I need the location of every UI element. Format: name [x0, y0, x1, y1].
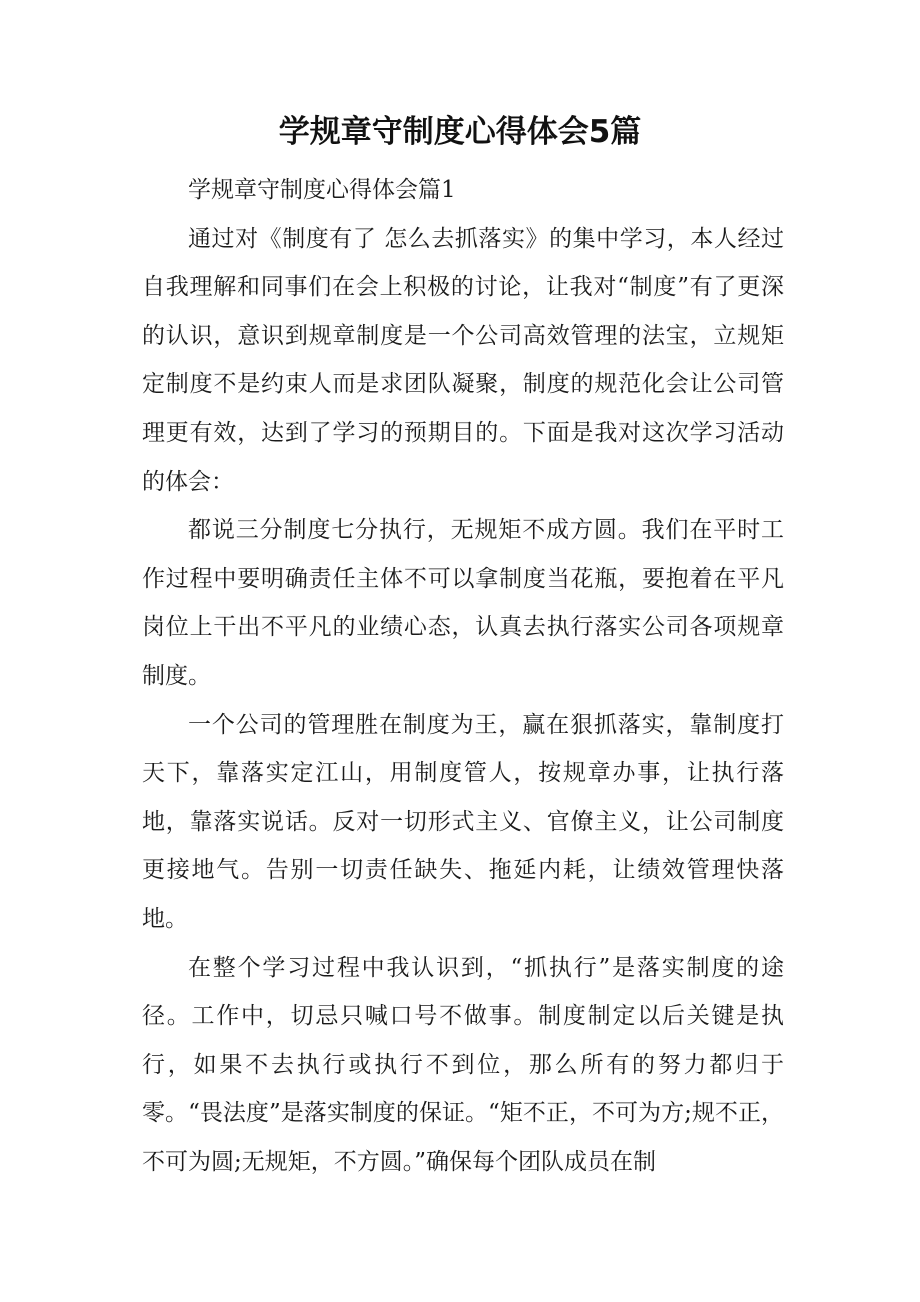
body-paragraph: 一个公司的管理胜在制度为王，赢在狠抓落实，靠制度打天下，靠落实定江山，用制度管人，按规章办事，让执行落地，靠落实说话。反对一切形式主义、官僚主义，让公司制度更接地气。告别一切责任缺失、拖延内耗，让绩效管理快落地。: [142, 711, 784, 932]
section-heading: 学规章守制度心得体会篇1: [188, 177, 456, 203]
body-paragraph: 都说三分制度七分执行，无规矩不成方圆。我们在平时工作过程中要明确责任主体不可以拿制度当花瓶，要抱着在平凡岗位上干出不平凡的业绩心态，认真去执行落实公司各项规章制度。: [142, 517, 784, 689]
document-body: [142, 166, 784, 1186]
document-title: 学规章守制度心得体会5篇: [278, 114, 642, 150]
body-paragraph: 通过对《制度有了 怎么去抓落实》的集中学习，本人经过自我理解和同事们在会上积极的讨论，让我对“制度”有了更深的认识，意识到规章制度是一个公司高效管理的法宝，立规矩定制度不是约束人而是求团队凝聚，制度的规范化会让公司管理更有效，达到了学习的预期目的。下面是我对这次学习活动的体会：: [142, 225, 784, 495]
body-paragraph: 在整个学习过程中我认识到，“抓执行”是落实制度的途径。工作中，切忌只喊口号不做事。制度制定以后关键是执行，如果不去执行或执行不到位，那么所有的努力都归于零。“畏法度”是落实制度的保证。“矩不正，不可为方;规不正，不可为圆;无规矩，不方圆。”确保每个团队成员在制: [142, 954, 784, 1175]
